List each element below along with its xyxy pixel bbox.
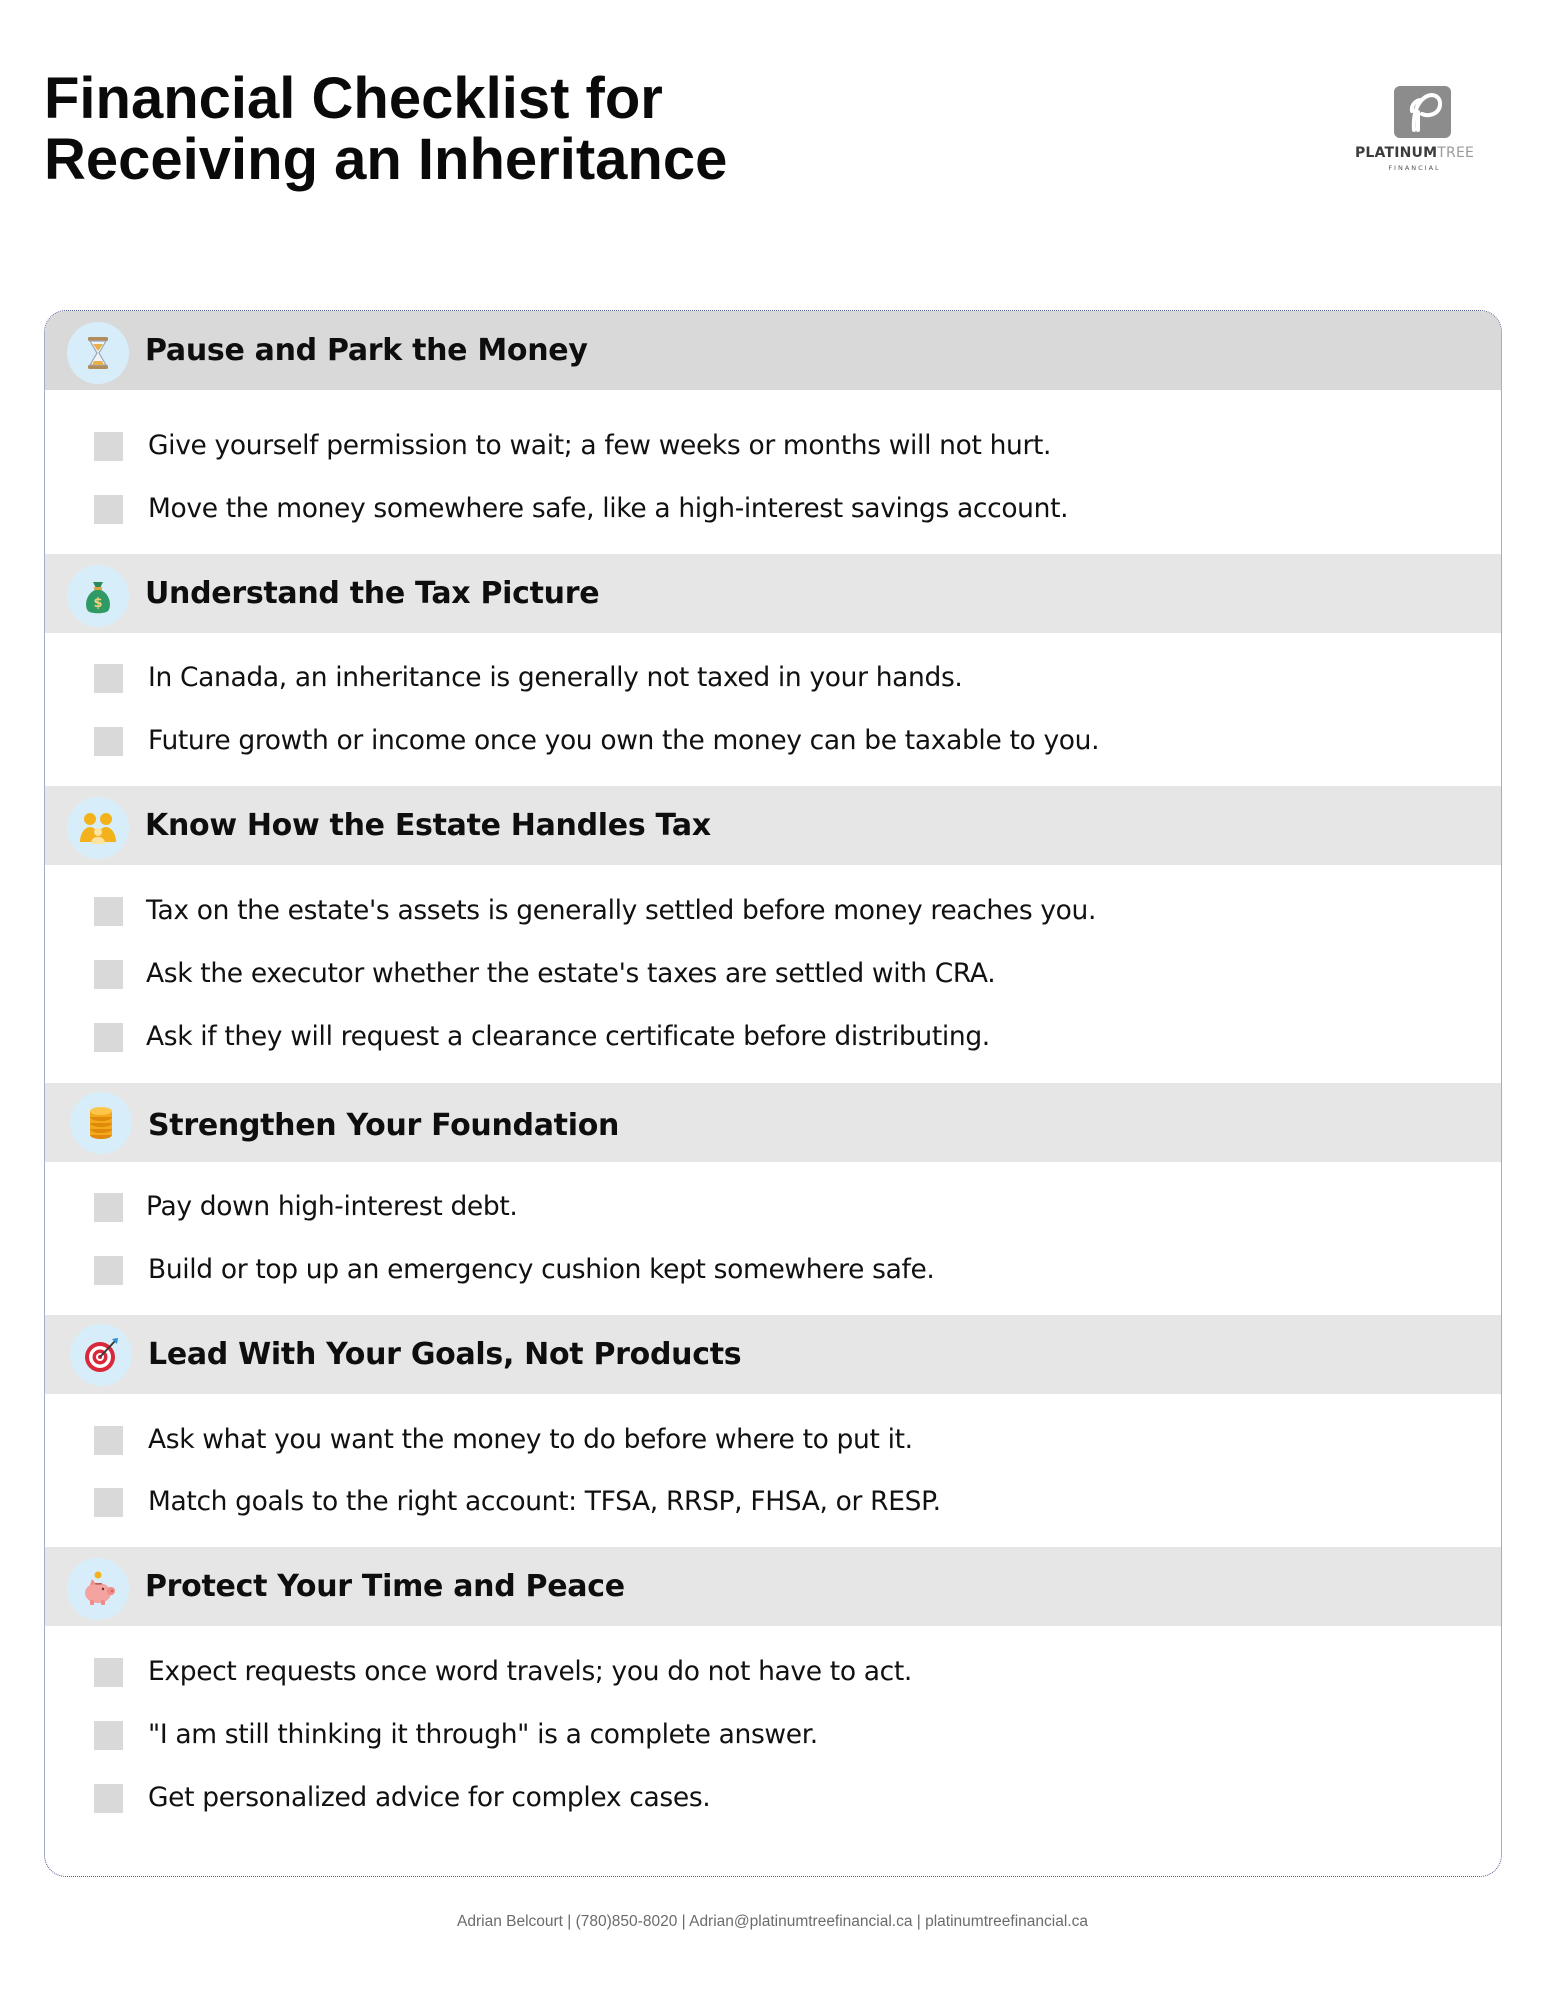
checklist-item-text: Tax on the estate's assets is generally settled before money reaches you. <box>146 895 1097 926</box>
section-header-goals <box>45 1315 1501 1394</box>
checklist-item-text: Build or top up an emergency cushion kept somewhere safe. <box>148 1254 935 1285</box>
checklist-item-text: Expect requests once word travels; you do not have to act. <box>148 1656 912 1687</box>
section-header-tax-picture <box>45 554 1501 633</box>
checklist-item-text: Pay down high-interest debt. <box>146 1191 518 1222</box>
checklist-item <box>45 1418 1501 1462</box>
checkbox[interactable] <box>94 1784 123 1813</box>
page-title <box>44 68 944 190</box>
checklist-item-text: Ask what you want the money to do before where to put it. <box>148 1424 913 1455</box>
checkbox[interactable] <box>94 1023 123 1052</box>
money-bag-icon <box>67 565 129 627</box>
hourglass-icon <box>67 322 129 384</box>
checkbox[interactable] <box>94 727 123 756</box>
svg-text:$: $ <box>93 596 103 611</box>
target-icon <box>70 1324 132 1386</box>
section-title: Pause and Park the Money <box>145 333 588 368</box>
checklist-item <box>45 889 1501 933</box>
checkbox[interactable] <box>94 1488 123 1517</box>
checkbox[interactable] <box>94 1193 123 1222</box>
checklist-item <box>45 1480 1501 1524</box>
section-title: Know How the Estate Handles Tax <box>145 808 711 843</box>
section-title: Understand the Tax Picture <box>145 576 600 611</box>
section-header-estate-tax <box>45 786 1501 865</box>
checklist-item-text: Move the money somewhere safe, like a high-interest savings account. <box>148 493 1069 524</box>
checklist-card <box>44 310 1502 1877</box>
checkbox[interactable] <box>94 1426 123 1455</box>
checklist-item-text: Give yourself permission to wait; a few weeks or months will not hurt. <box>148 430 1052 461</box>
logo-mark-icon <box>1394 86 1451 138</box>
title-line-2: Receiving an Inheritance <box>44 127 728 192</box>
title-line-1: Financial Checklist for <box>44 66 663 131</box>
checklist-item <box>45 1713 1501 1757</box>
checklist-item-text: Get personalized advice for complex cases. <box>148 1782 711 1813</box>
section-header-foundation <box>45 1083 1501 1162</box>
company-logo <box>1352 84 1477 176</box>
section-header-protect <box>45 1547 1501 1626</box>
checklist-item <box>45 1248 1501 1292</box>
checkbox[interactable] <box>94 960 123 989</box>
section-title: Strengthen Your Foundation <box>148 1108 620 1143</box>
coin-stack-icon <box>70 1092 132 1154</box>
checklist-item <box>45 952 1501 996</box>
footer-contact: Adrian Belcourt | (780)850-8020 | Adrian@platinumtreefinancial.ca | platinumtreefinancial.ca <box>457 1913 1088 1930</box>
checkbox[interactable] <box>94 1721 123 1750</box>
checkbox[interactable] <box>94 897 123 926</box>
checklist-item <box>45 656 1501 700</box>
checklist-item-text: Match goals to the right account: TFSA, RRSP, FHSA, or RESP. <box>148 1486 941 1517</box>
checkbox[interactable] <box>94 664 123 693</box>
checklist-item <box>45 1776 1501 1820</box>
checklist-item <box>45 1185 1501 1229</box>
checklist-item <box>45 719 1501 763</box>
checkbox[interactable] <box>94 1658 123 1687</box>
checklist-item <box>45 1015 1501 1059</box>
checklist-item-text: Ask if they will request a clearance certificate before distributing. <box>146 1021 990 1052</box>
checklist-item <box>45 487 1501 531</box>
section-header-pause <box>45 311 1501 390</box>
checklist-item <box>45 424 1501 468</box>
section-title: Protect Your Time and Peace <box>145 1569 625 1604</box>
checkbox[interactable] <box>94 495 123 524</box>
checkbox[interactable] <box>94 432 123 461</box>
logo-tagline: FINANCIAL <box>1388 164 1441 172</box>
section-title: Lead With Your Goals, Not Products <box>148 1337 742 1372</box>
checklist-item-text: Future growth or income once you own the money can be taxable to you. <box>148 725 1100 756</box>
piggy-bank-icon <box>67 1558 129 1620</box>
checklist-item-text: In Canada, an inheritance is generally not taxed in your hands. <box>148 662 963 693</box>
people-icon <box>67 797 129 859</box>
checklist-item <box>45 1650 1501 1694</box>
logo-wordmark: PLATINUMTREE <box>1354 145 1475 161</box>
checklist-item-text: "I am still thinking it through" is a complete answer. <box>148 1719 818 1750</box>
checkbox[interactable] <box>94 1256 123 1285</box>
checklist-item-text: Ask the executor whether the estate's taxes are settled with CRA. <box>146 958 996 989</box>
